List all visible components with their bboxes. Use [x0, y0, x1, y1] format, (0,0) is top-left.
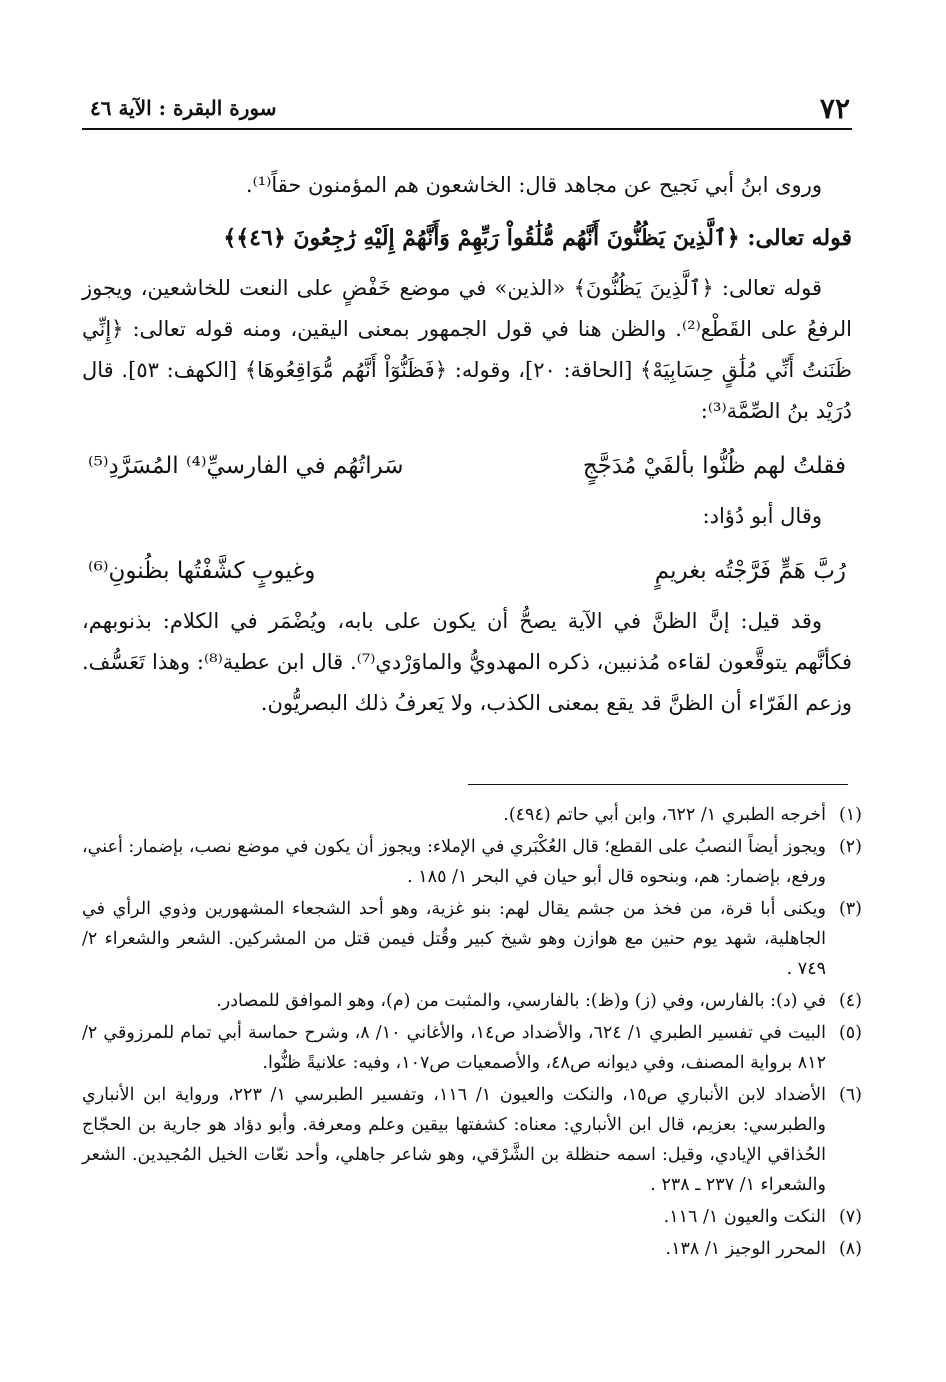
footnote-text: المحرر الوجيز ١/ ١٣٨.	[665, 1239, 826, 1259]
poem-line-2	[88, 547, 846, 595]
paragraph-2: قوله تعالى: ﴿ٱلَّذِينَ يَظُنُّونَ﴾ «الذين» في موضع خَفْضٍ على النعت للخاشعين، ويجوز الرفعُ على القَطْع⁽²⁾. والظن هنا في قول الجمهور بمعنى اليقين، ومنه قوله تعالى: ﴿إِنِّي ظَنَنتُ أَنِّي مُلَٰقٍ حِسَابِيَهْ﴾ [الحاقة: ٢٠]، وقوله: ﴿فَظَنُّوٓاْ أَنَّهُم مُّوَاقِعُوهَا﴾ [الكهف: ٥٣]. قال دُرَيْد بنُ الصِّمَّة⁽³⁾:	[82, 276, 853, 423]
paragraph-1: وروى ابنُ أبي نَجيح عن مجاهد قال: الخاشعون هم المؤمنون حقاً⁽¹⁾.	[245, 173, 822, 197]
footnote-text: البيت في تفسير الطبري ١/ ٦٢٤، والأضداد ص١٤، والأغاني ١٠/ ٨، وشرح حماسة أبي تمام للمرزوقي ٢/ ٨١٢ برواية المصنف، وفي ديوانه ص٤٨، والأصمعيات ص١٠٧، وفيه: علانيةً ظنُّوا.	[82, 1023, 826, 1073]
footnote	[82, 1234, 862, 1264]
page-number: ٧٢	[819, 92, 850, 125]
footnote-number: (٦)	[838, 1085, 862, 1105]
footnote	[82, 1080, 862, 1200]
verse-label: قوله تعالى:	[747, 225, 852, 251]
footnote	[82, 1202, 862, 1232]
footnote	[82, 800, 862, 830]
footnote-number: (١)	[838, 805, 862, 825]
footnote-text: ويكنى أبا قرة، من فخذ من جشم يقال لهم: بنو غزية، وهو أحد الشجعاء المشهورين وذوي الرأي في الجاهلية، شهد يوم حنين مع هوازن وهو شيخ كبير وقُتل فيمن قتل من المشركين. الشعر والشعراء ٢/ ٧٤٩ .	[82, 899, 826, 979]
poem-2-second-hemistich: وغيوبٍ كشَّفْتُها بظُنونِ⁽⁶⁾	[88, 558, 316, 584]
page-header	[82, 92, 852, 130]
poem-1-second-hemistich: سَراتُهُم في الفارسيِّ⁽⁴⁾ المُسَرَّدِ⁽⁵⁾	[88, 453, 404, 479]
verse-heading	[82, 216, 852, 260]
footnote-number: (٣)	[838, 899, 862, 919]
footnote-number: (٨)	[838, 1239, 862, 1259]
poem-line-1	[88, 442, 846, 490]
footnote-separator	[468, 784, 848, 785]
footnote-text: ويجوز أيضاً النصبُ على القطع؛ قال العُكْبَري في الإملاء: ويجوز أن يكون في موضع نصب، بإضمار: أعني، ورفع، بإضمار: هم، وبنحوه قال أبو حيان في البحر ١/ ١٨٥ .	[82, 837, 826, 887]
footnote-number: (٥)	[838, 1023, 862, 1043]
footnote-text: في (د): بالفارس، وفي (ز) و(ظ): بالفارسي، والمثبت من (م)، وهو الموافق للمصادر.	[216, 991, 826, 1011]
footnote-number: (٧)	[838, 1207, 862, 1227]
footnote-number: (٢)	[838, 837, 862, 857]
footnote	[82, 832, 862, 892]
paragraph-3: وقال أبو دُؤاد:	[702, 504, 822, 528]
footnote-number: (٤)	[838, 991, 862, 1011]
running-title: سورة البقرة : الآية ٤٦	[90, 96, 277, 120]
poem-1-first-hemistich: فقلتُ لهم ظُنُّوا بألفَيْ مُدَجَّجٍ	[582, 453, 846, 479]
quran-verse: ﴿ٱلَّذِينَ يَظُنُّونَ أَنَّهُم مُّلَٰقُواْ رَبِّهِمْ وَأَنَّهُمْ إِلَيْهِ رَٰجِعُونَ ﴿٤٦﴾﴾	[223, 225, 740, 251]
footnote	[82, 986, 862, 1016]
poem-2-first-hemistich: رُبَّ هَمٍّ فَرَّجْتُه بغريمٍ	[654, 558, 846, 584]
main-text	[82, 165, 852, 724]
footnote-text: النكت والعيون ١/ ١١٦.	[663, 1207, 826, 1227]
footnote	[82, 1018, 862, 1078]
footnotes	[82, 800, 862, 1266]
footnote	[82, 894, 862, 984]
footnote-text: أخرجه الطبري ١/ ٦٢٢، وابن أبي حاتم (٤٩٤).	[503, 805, 826, 825]
footnote-text: الأضداد لابن الأنباري ص١٥، والنكت والعيون ١/ ١١٦، وتفسير الطبرسي ١/ ٢٢٣، ورواية ابن الأنباري والطبرسي: بعزيم، قال ابن الأنباري: معناه: كشفتها بيقين وعلم ومعرفة. وأبو دؤاد هو جارية بن الحجّاج الحُذاقي الإيادي، وقيل: اسمه حنظلة بن الشَّرْقي، وهو شاعر جاهلي، وأحد نعّات الخيل المُجيدين. الشعر والشعراء ١/ ٢٣٧ ـ ٢٣٨ .	[82, 1085, 826, 1195]
paragraph-4: وقد قيل: إنَّ الظنَّ في الآية يصحُّ أن يكون على بابه، ويُضْمَر في الكلام: بذنوبهم، فكأنَّهم يتوقَّعون لقاءه مُذنبين، ذكره المهدويُّ والماوَرْدي⁽⁷⁾. قال ابن عطية⁽⁸⁾: وهذا تَعَسُّف. وزعم الفَرّاء أن الظنَّ قد يقع بمعنى الكذب، ولا يَعرفُ ذلك البصريُّون.	[82, 609, 852, 715]
